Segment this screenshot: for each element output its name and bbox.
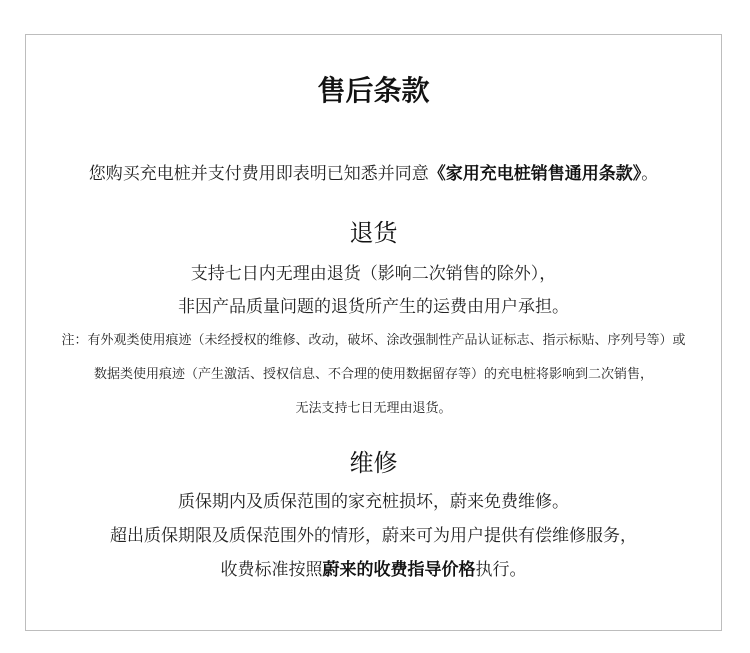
returns-line-2: 非因产品质量问题的退货所产生的运费由用户承担。 [178, 297, 569, 317]
returns-note-2: 数据类使用痕迹（产生激活、授权信息、不合理的使用数据留存等）的充电桩将影响到二次销售， [93, 367, 653, 382]
terms-card [25, 34, 722, 631]
repair-heading: 维修 [349, 449, 398, 477]
returns-line-1: 支持七日内无理由退货（影响二次销售的除外）， [190, 264, 557, 284]
agreement-statement [26, 159, 721, 184]
returns-heading: 退货 [349, 219, 398, 247]
repair-line-1: 质保期内及质保范围的家充桩损坏，蔚来免费维修。 [178, 492, 569, 512]
repair-pricing-guide: 蔚来的收费指导价格 [322, 560, 476, 580]
page-title: 售后条款 [317, 74, 430, 107]
repair-line-3-prefix: 收费标准按照 [220, 560, 323, 580]
repair-line-3-suffix: 执行。 [475, 560, 527, 580]
agreement-suffix: 。 [641, 164, 659, 184]
agreement-prefix: 您购买充电桩并支付费用即表明已知悉并同意 [88, 164, 429, 184]
agreement-terms-name: 《家用充电桩销售通用条款》 [428, 164, 642, 184]
repair-line-3 [26, 555, 721, 580]
returns-note-3: 无法支持七日无理由退货。 [295, 401, 452, 416]
repair-line-2: 超出质保期限及质保范围外的情形，蔚来可为用户提供有偿维修服务， [110, 526, 637, 546]
returns-note-1: 注：有外观类使用痕迹（未经授权的维修、改动，破坏、涂改强制性产品认证标志、指示标贴、序列号等）或 [61, 333, 686, 348]
